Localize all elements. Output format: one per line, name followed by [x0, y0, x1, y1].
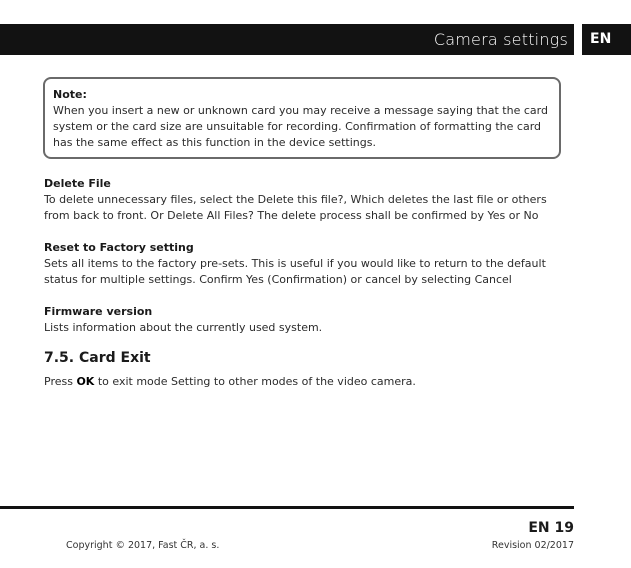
section-text: To delete unnecessary files, select the Delete this file?, Which deletes the last file or others from back to front. Or Delete All Files? The delete process shall be confirmed by Yes or No [44, 193, 547, 222]
section-delete-file [44, 177, 564, 224]
section-title: Reset to Factory setting [44, 241, 194, 254]
header-bar [0, 24, 574, 55]
note-title: Note: [53, 88, 87, 101]
section-text: Lists information about the currently used system. [44, 321, 323, 334]
card-exit-suffix: to exit mode Setting to other modes of the video camera. [97, 375, 416, 388]
copyright-text: Copyright © 2017, Fast ČR, a. s. [66, 540, 220, 551]
language-tab: EN [582, 24, 631, 55]
page-number: EN 19 [528, 520, 574, 536]
section-text: Sets all items to the factory pre-sets. This is useful if you would like to return to the default status for multiple settings. Confirm Yes (Confirmation) or cancel by selecting Cancel [44, 257, 546, 286]
section-reset-factory [44, 241, 564, 288]
note-text: When you insert a new or unknown card you may receive a message saying that the card system or the card size are unsuitable for recording. Confirmation of formatting the card has the same effect as this function in the device settings. [53, 104, 548, 149]
note-box [43, 77, 561, 159]
footer-divider [0, 506, 574, 509]
section-title: Delete File [44, 177, 111, 190]
page-title: Camera settings [433, 30, 568, 49]
ok-key-label: OK [76, 375, 95, 388]
card-exit-prefix: Press [44, 375, 73, 388]
revision-text: Revision 02/2017 [491, 540, 574, 551]
card-exit-text [44, 374, 416, 390]
section-title: Firmware version [44, 305, 153, 318]
section-firmware-version [44, 305, 564, 336]
card-exit-heading: 7.5. Card Exit [44, 350, 151, 366]
